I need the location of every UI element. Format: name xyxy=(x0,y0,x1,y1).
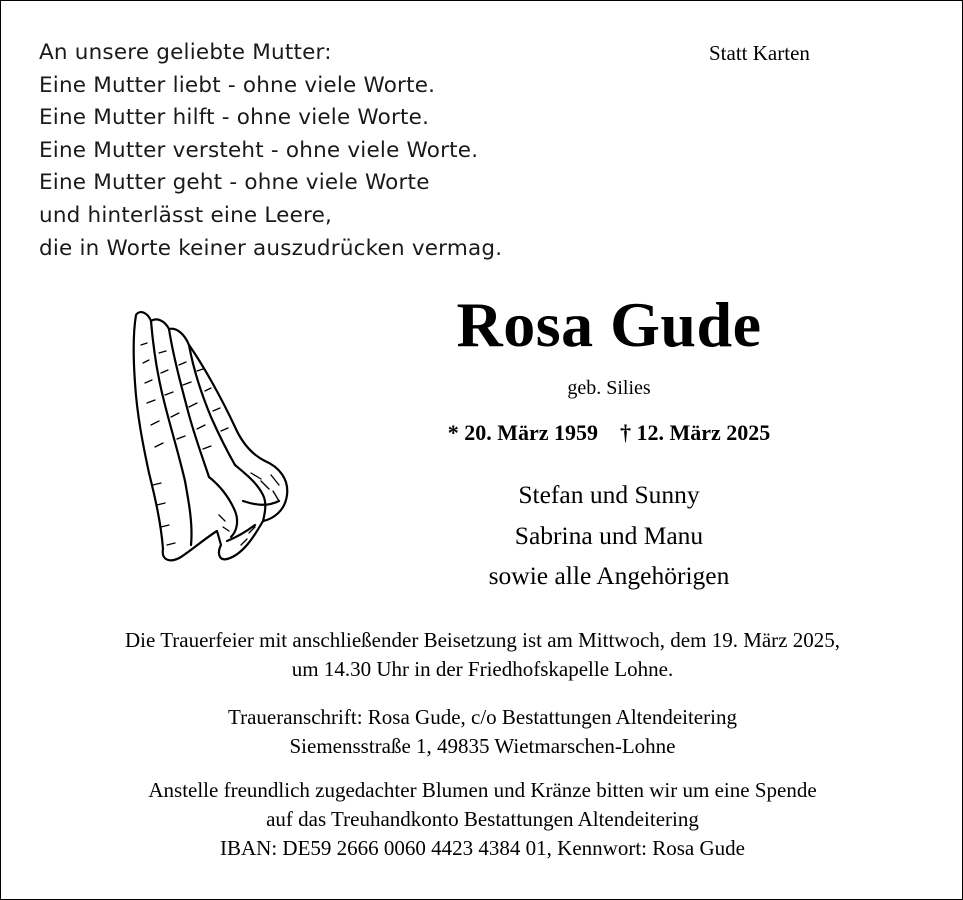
address-line: Siemensstraße 1, 49835 Wietmarschen-Lohne xyxy=(289,734,676,758)
death-date: † 12. März 2025 xyxy=(620,420,771,445)
statt-karten-label: Statt Karten xyxy=(709,41,810,65)
mourner-line: sowie alle Angehörigen xyxy=(488,561,730,590)
mourner-line: Sabrina und Manu xyxy=(514,520,704,550)
donation-line: auf das Treuhandkonto Bestattungen Altendeitering xyxy=(266,807,699,831)
ceremony-info xyxy=(1,626,963,684)
poem-line: Eine Mutter versteht - ohne viele Worte. xyxy=(39,137,479,163)
poem-line: Eine Mutter liebt - ohne viele Worte. xyxy=(39,72,436,98)
donation-info xyxy=(1,776,963,863)
donation-line: IBAN: DE59 2666 0060 4423 4384 01, Kennwort: Rosa Gude xyxy=(220,836,745,860)
life-dates xyxy=(397,418,821,448)
poem-line: und hinterlässt eine Leere, xyxy=(39,202,333,228)
birth-name: geb. Silies xyxy=(567,377,651,399)
poem-line: Eine Mutter hilft - ohne viele Worte. xyxy=(39,105,430,131)
deceased-name: Rosa Gude xyxy=(456,289,762,360)
birth-date: * 20. März 1959 xyxy=(447,420,598,445)
address-line: Traueranschrift: Rosa Gude, c/o Bestattungen Altendeitering xyxy=(228,705,737,729)
mourning-address xyxy=(1,703,963,761)
praying-hands-icon xyxy=(123,305,295,569)
poem-line: Eine Mutter geht - ohne viele Worte xyxy=(39,170,430,196)
mourner-line: Stefan und Sunny xyxy=(518,480,700,509)
donation-line: Anstelle freundlich zugedachter Blumen und Kränze bitten wir um eine Spende xyxy=(148,778,817,802)
poem xyxy=(39,37,502,265)
ceremony-line: um 14.30 Uhr in der Friedhofskapelle Lohne. xyxy=(291,657,674,681)
ceremony-line: Die Trauerfeier mit anschließender Beisetzung ist am Mittwoch, dem 19. März 2025, xyxy=(125,628,840,652)
poem-line: die in Worte keiner auszudrücken vermag. xyxy=(39,235,503,261)
mourners-list xyxy=(397,475,821,597)
poem-line: An unsere geliebte Mutter: xyxy=(39,40,332,65)
